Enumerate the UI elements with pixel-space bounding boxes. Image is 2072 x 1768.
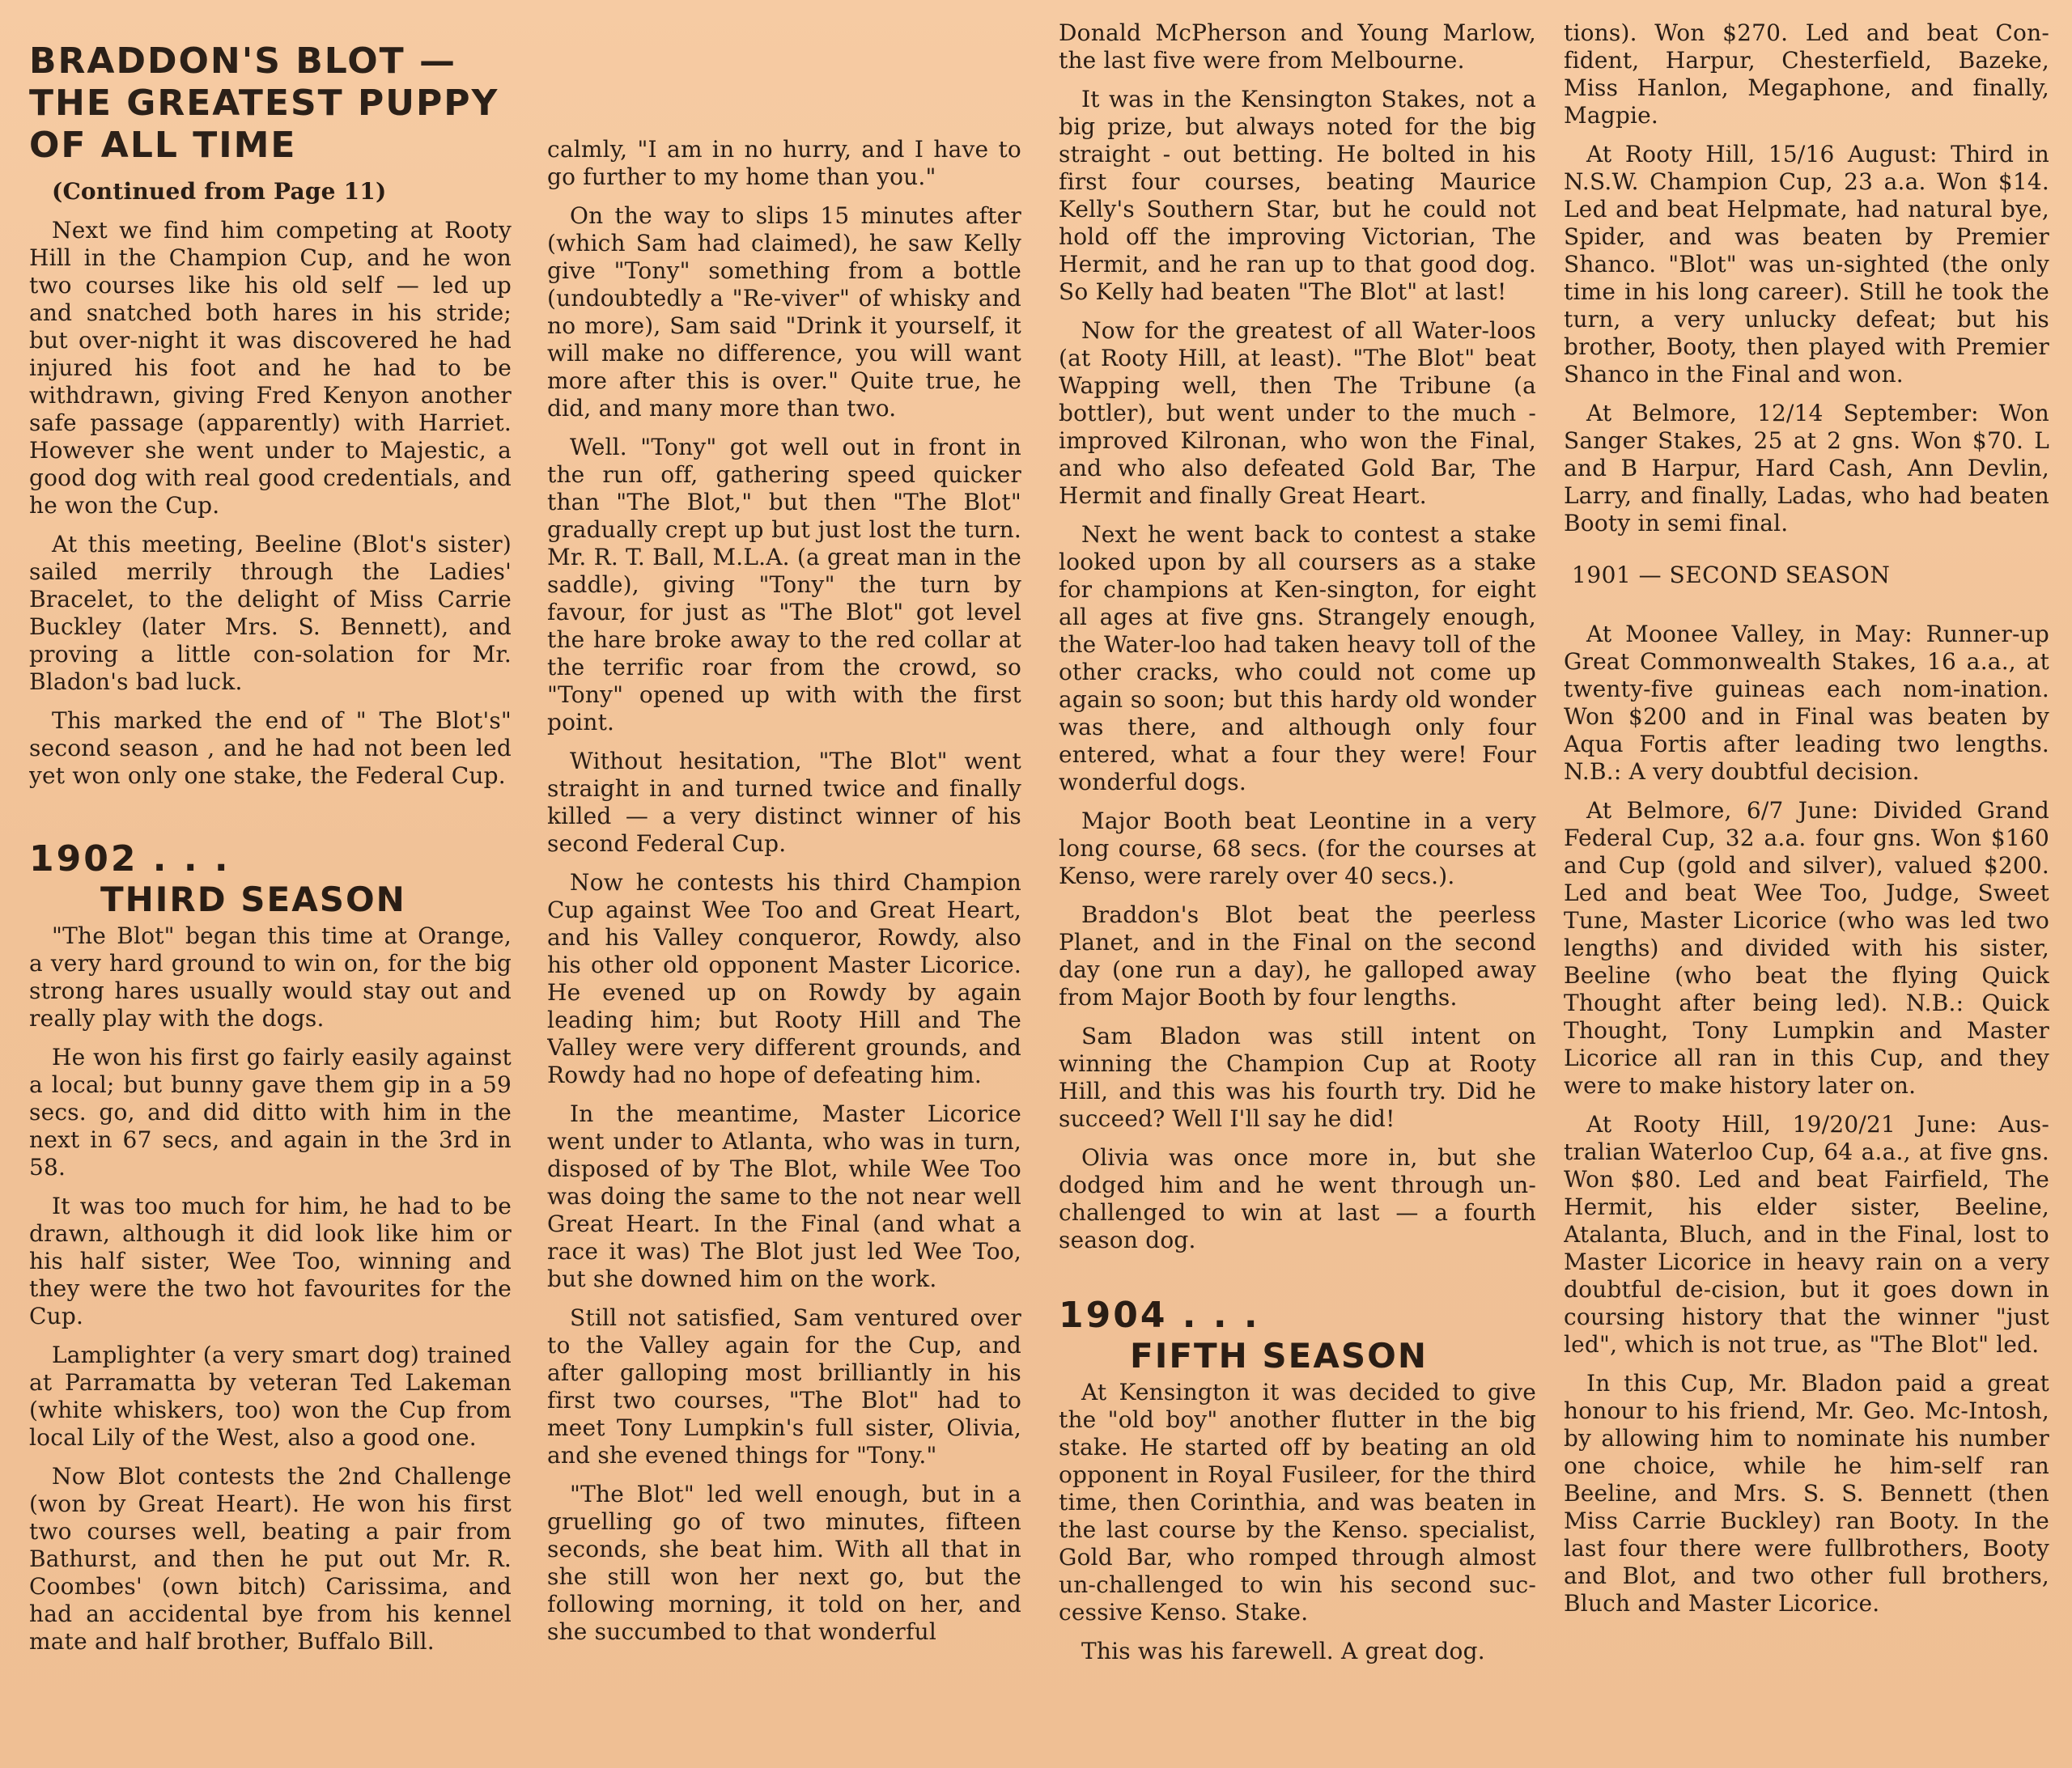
paragraph: Without hesitation, "The Blot" went straight in and turned twice and finally killed — a very distinct winner of his second Federal Cup. — [547, 748, 1021, 857]
paragraph: Still not satisfied, Sam ventured over to the Valley again for the Cup, and after galloping most brilliantly in his first two courses, "The Blot" had to meet Tony Lumpkin's full sister, Olivia, and she evened things for "Tony." — [547, 1304, 1021, 1469]
paragraph: "The Blot" led well enough, but in a gruelling go of two minutes, fifteen seconds, she beat him. With all that in she still won her next go, but the following morning, it told on her, and she succumbed to that wonderful — [547, 1481, 1021, 1645]
paragraph: At Moonee Valley, in May: Runner-up Great Commonwealth Stakes, 16 a.a., at twenty-five guineas each nom-ination. Won $200 and in Final was beaten by Aqua Fortis after leading two lengths. N.B.: A very doubtful decision. — [1564, 621, 2049, 785]
paragraph: At Kensington it was decided to give the "old boy" another flutter in the big stake. He started off by beating an old opponent in Royal Fusileer, for the third time, then Corinthia, and was beaten in the last course by the Kenso. specialist, Gold Bar, who romped through almost un-challenged to win his second suc-cessive Kenso. Stake. — [1059, 1379, 1536, 1626]
paragraph: At Belmore, 12/14 September: Won Sanger Stakes, 25 at 2 gns. Won $70. L and B Harpur, Hard Cash, Ann Devlin, Larry, and finally, Ladas, who had beaten Booty in semi final. — [1564, 400, 2049, 536]
column-3 — [1059, 19, 1536, 1768]
paragraph: Next he went back to contest a stake looked upon by all coursers as a stake for champions at Ken-sington, for eight all ages at five gns. Strangely enough, the Water-loo had taken heavy toll of the other cracks, who could not come up again so soon; but this hardy old wonder was there, and although only four entered, what a four they were! Four wonderful dogs. — [1059, 521, 1536, 795]
paragraph: Braddon's Blot beat the peerless Planet, and in the Final on the second day (one run a day), he galloped away from Major Booth by four lengths. — [1059, 901, 1536, 1011]
paragraph: At Rooty Hill, 19/20/21 June: Aus-tralian Waterloo Cup, 64 a.a., at five gns. Won $80. Led and beat Fairfield, The Hermit, his elder sister, Beeline, Atalanta, Bluch, and in the Final, lost to Master Licorice in heavy rain on a very doubtful de-cision, but it goes down in coursing history that the winner "just led", which is not true, as "The Blot" led. — [1564, 1111, 2049, 1358]
section-year: 1904 . . . — [1059, 1295, 1260, 1336]
paragraph: "The Blot" began this time at Orange, a very hard ground to win on, for the big strong hares usually would stay out and really play with the dogs. — [29, 922, 512, 1032]
column-1 — [29, 19, 512, 1768]
paragraph: Sam Bladon was still intent on winning the Champion Cup at Rooty Hill, and this was his fourth try. Did he succeed? Well I'll say he did! — [1059, 1023, 1536, 1132]
column-4 — [1564, 19, 2049, 1768]
headline-line-1: BRADDON'S BLOT — — [29, 40, 456, 82]
section-year: 1902 . . . — [29, 838, 231, 880]
paragraph: calmly, "I am in no hurry, and I have to go further to my home than you." — [547, 136, 1021, 190]
paragraph: Olivia was once more in, but she dodged him and he went through un-challenged to win at last — a fourth season dog. — [1059, 1144, 1536, 1253]
paragraph: Donald McPherson and Young Marlow, the last five were from Melbourne. — [1059, 19, 1536, 74]
column-2 — [547, 136, 1021, 1768]
paragraph: Next we find him competing at Rooty Hill in the Champion Cup, and he won two courses like his old self — led up and snatched both hares in his stride; but over-night it was discovered he had injured his foot and he had to be withdrawn, giving Fred Kenyon another safe passage (apparently) with Harriet. However she went under to Majestic, a good dog with real good credentials, and he won the Cup. — [29, 217, 512, 519]
paragraph: Major Booth beat Leontine in a very long course, 68 secs. (for the courses at Kenso, were rarely over 40 secs.). — [1059, 808, 1536, 889]
paragraph: Now he contests his third Champion Cup against Wee Too and Great Heart, and his Valley conqueror, Rowdy, also his other old opponent Master Licorice. He evened up on Rowdy by again leading him; but Rooty Hill and The Valley were very different grounds, and Rowdy had no hope of defeating him. — [547, 869, 1021, 1088]
paragraph: At this meeting, Beeline (Blot's sister) sailed merrily through the Ladies' Bracelet, to the delight of Miss Carrie Buckley (later Mrs. S. Bennett), and proving a little con-solation for Mr. Bladon's bad luck. — [29, 531, 512, 695]
continued-note: (Continued from Page 11) — [52, 178, 387, 205]
paragraph: He won his first go fairly easily against a local; but bunny gave them gip in a 59 secs. go, and did ditto with him in the next in 67 secs, and again in the 3rd in 58. — [29, 1044, 512, 1181]
section-heading: FIFTH SEASON — [1130, 1336, 1428, 1376]
paragraph: On the way to slips 15 minutes after (which Sam had claimed), he saw Kelly give "Tony" something from a bottle (undoubtedly a "Re-viver" of whisky and no more), Sam said "Drink it yourself, it will make no difference, you will want more after this is over." Quite true, he did, and many more than two. — [547, 202, 1021, 422]
article-headline — [29, 40, 512, 167]
paragraph: It was in the Kensington Stakes, not a big prize, but always noted for the big straight - out betting. He bolted in his first four courses, beating Maurice Kelly's Southern Star, but he could not hold off the improving Victorian, The Hermit, and he ran up to that good dog. So Kelly had beaten "The Blot" at last! — [1059, 86, 1536, 305]
paragraph: In this Cup, Mr. Bladon paid a great honour to his friend, Mr. Geo. Mc-Intosh, by allowing him to nominate his number one choice, while he him-self ran Beeline, and Mrs. S. S. Bennett (then Miss Carrie Buckley) ran Booty. In the last four there were fullbrothers, Booty and Blot, and two other full brothers, Bluch and Master Licorice. — [1564, 1370, 2049, 1617]
paragraph: This was his farewell. A great dog. — [1081, 1638, 1485, 1664]
headline-line-2: THE GREATEST PUPPY OF ALL TIME — [29, 83, 499, 166]
paragraph: Now for the greatest of all Water-loos (at Rooty Hill, at least). "The Blot" beat Wapping well, then The Tribune (a bottler), but went under to the much - improved Kilronan, who won the Final, and who also defeated Gold Bar, The Hermit and finally Great Heart. — [1059, 317, 1536, 509]
paragraph: Lamplighter (a very smart dog) trained at Parramatta by veteran Ted Lakeman (white whiskers, too) won the Cup from local Lily of the West, also a good one. — [29, 1342, 512, 1451]
section-heading: THIRD SEASON — [100, 880, 406, 919]
paragraph: At Rooty Hill, 15/16 August: Third in N.S.W. Champion Cup, 23 a.a. Won $14. Led and beat Helpmate, had natural bye, Spider, and was beaten by Premier Shanco. "Blot" was un-sighted (the only time in his long career). Still he took the turn, a very unlucky defeat; but his brother, Booty, then played with Premier Shanco in the Final and won. — [1564, 141, 2049, 388]
paragraph: Well. "Tony" got well out in front in the run off, gathering speed quicker than "The Blot," but then "The Blot" gradually crept up but just lost the turn. Mr. R. T. Ball, M.L.A. (a great man in the saddle), giving "Tony" the turn by favour, for just as "The Blot" got level the hare broke away to the red collar at the terrific roar from the crowd, so "Tony" opened up with with the first point. — [547, 434, 1021, 736]
paragraph: Now Blot contests the 2nd Challenge (won by Great Heart). He won his first two courses well, beating a pair from Bathurst, and then he put out Mr. R. Coombes' (own bitch) Carissima, and had an accidental bye from his kennel mate and half brother, Buffalo Bill. — [29, 1463, 512, 1655]
paragraph: At Belmore, 6/7 June: Divided Grand Federal Cup, 32 a.a. four gns. Won $160 and Cup (gold and silver), valued $200. Led and beat Wee Too, Judge, Sweet Tune, Master Licorice (who was led two lengths) and divided with his sister, Beeline (who beat the flying Quick Thought after being led). N.B.: Quick Thought, Tony Lumpkin and Master Licorice all ran in this Cup, and they were to make history later on. — [1564, 797, 2049, 1099]
season-subheading: 1901 — SECOND SEASON — [1572, 562, 1891, 588]
paragraph: It was too much for him, he had to be drawn, although it did look like him or his half sister, Wee Too, winning and they were the two hot favourites for the Cup. — [29, 1193, 512, 1329]
paragraph: This marked the end of " The Blot's" second season , and he had not been led yet won only one stake, the Federal Cup. — [29, 707, 512, 789]
paragraph: In the meantime, Master Licorice went under to Atlanta, who was in turn, disposed of by The Blot, while Wee Too was doing the same to the not near well Great Heart. In the Final (and what a race it was) The Blot just led Wee Too, but she downed him on the work. — [547, 1100, 1021, 1292]
paragraph: tions). Won $270. Led and beat Con-fident, Harpur, Chesterfield, Bazeke, Miss Hanlon, Megaphone, and finally, Magpie. — [1564, 19, 2049, 129]
